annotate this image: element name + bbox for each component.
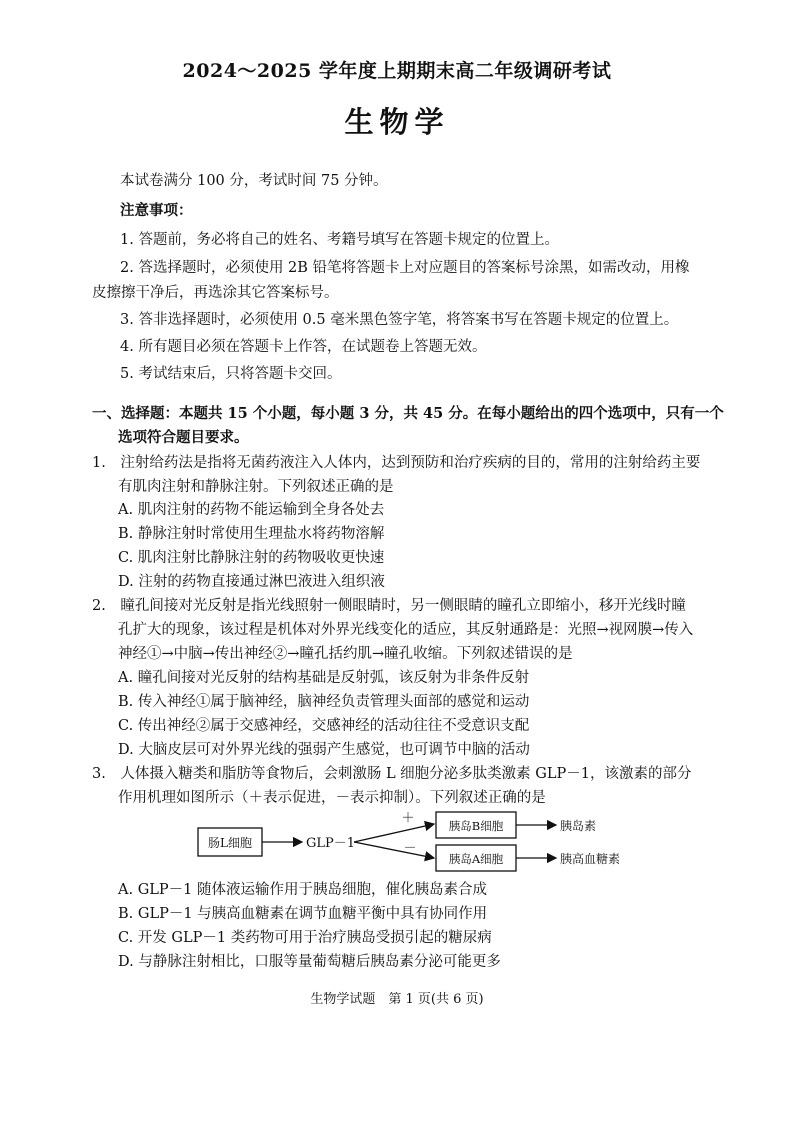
question-1-option-a: A. 肌肉注射的药物不能运输到全身各处去 (118, 502, 385, 518)
exam-intro: 本试卷满分 100 分，考试时间 75 分钟。 (120, 173, 388, 189)
glp1-mechanism-diagram (196, 808, 646, 876)
glucagon-label: 胰高血糖素 (560, 852, 621, 866)
question-1-stem-continued: 有肌肉注射和静脉注射。下列叙述正确的是 (118, 479, 394, 495)
notes-heading: 注意事项： (120, 202, 193, 219)
question-3-option-c: C. 开发 GLP－1 类药物可用于治疗胰岛受损引起的糖尿病 (118, 930, 492, 946)
beta-cell-label: 胰岛B细胞 (448, 819, 504, 833)
section-heading: 一、选择题：本题共 15 个小题，每小题 3 分，共 45 分。在每小题给出的四个选项中，只有一个 (92, 405, 724, 422)
glp1-label: GLP－1 (306, 836, 356, 851)
arrow-to-beta-cell (354, 824, 434, 842)
intestinal-l-cell-label: 肠L细胞 (208, 836, 252, 850)
question-3-stem-continued: 作用机理如图所示（＋表示促进，－表示抑制）。下列叙述正确的是 (118, 790, 546, 806)
question-3-option-d: D. 与静脉注射相比，口服等量葡萄糖后胰岛素分泌可能更多 (118, 954, 501, 970)
question-1-option-d: D. 注射的药物直接通过淋巴液进入组织液 (118, 574, 385, 590)
question-1-option-c: C. 肌肉注射比静脉注射的药物吸收更快速 (118, 550, 385, 566)
question-2-option-a: A. 瞳孔间接对光反射的结构基础是反射弧，该反射为非条件反射 (118, 670, 530, 686)
arrow-to-alpha-cell (354, 842, 434, 858)
question-2-stem-continued: 神经①→中脑→传出神经②→瞳孔括约肌→瞳孔收缩。下列叙述错误的是 (118, 646, 573, 662)
alpha-cell-label: 胰岛A细胞 (448, 852, 504, 866)
inhibit-sign: － (403, 841, 417, 856)
question-2-stem-continued: 孔扩大的现象，该过程是机体对外界光线变化的适应，其反射通路是：光照→视网膜→传入 (118, 622, 694, 638)
note-item: 4. 所有题目必须在答题卡上作答，在试题卷上答题无效。 (120, 339, 487, 355)
exam-title: 2024～2025 学年度上期期末高二年级调研考试 (182, 60, 612, 82)
note-item: 1. 答题前，务必将自己的姓名、考籍号填写在答题卡规定的位置上。 (120, 232, 559, 248)
section-heading-continued: 选项符合题目要求。 (118, 429, 249, 446)
question-2-option-c: C. 传出神经②属于交感神经，交感神经的活动往往不受意识支配 (118, 718, 530, 734)
question-3-option-a: A. GLP－1 随体液运输作用于胰岛细胞，催化胰岛素合成 (118, 882, 487, 898)
question-2-option-b: B. 传入神经①属于脑神经，脑神经负责管理头面部的感觉和运动 (118, 694, 530, 710)
subject-title: 生物学 (344, 105, 450, 139)
note-item: 2. 答选择题时，必须使用 2B 铅笔将答题卡上对应题目的答案标号涂黑，如需改动，用橡 (120, 260, 690, 276)
note-item-continued: 皮擦擦干净后，再选涂其它答案标号。 (92, 285, 339, 301)
promote-sign: ＋ (401, 811, 415, 826)
question-3-stem: 3. 人体摄入糖类和脂肪等食物后，会刺激肠 L 细胞分泌多肽类激素 GLP－1，该激素的部分 (92, 766, 692, 782)
question-1-stem: 1. 注射给药法是指将无菌药液注入人体内，达到预防和治疗疾病的目的，常用的注射给药主要 (92, 455, 701, 471)
question-2-option-d: D. 大脑皮层可对外界光线的强弱产生感觉，也可调节中脑的活动 (118, 742, 530, 758)
question-3-option-b: B. GLP－1 与胰高血糖素在调节血糖平衡中具有协同作用 (118, 906, 488, 922)
insulin-label: 胰岛素 (560, 819, 597, 833)
question-2-stem: 2. 瞳孔间接对光反射是指光线照射一侧眼睛时，另一侧眼睛的瞳孔立即缩小，移开光线时瞳 (92, 598, 686, 614)
note-item: 3. 答非选择题时，必须使用 0.5 毫米黑色签字笔，将答案书写在答题卡规定的位置上。 (120, 312, 679, 328)
note-item: 5. 考试结束后，只将答题卡交回。 (120, 366, 342, 382)
page-footer: 生物学试题 第 1 页(共 6 页) (310, 992, 484, 1007)
question-1-option-b: B. 静脉注射时常使用生理盐水将药物溶解 (118, 526, 385, 542)
